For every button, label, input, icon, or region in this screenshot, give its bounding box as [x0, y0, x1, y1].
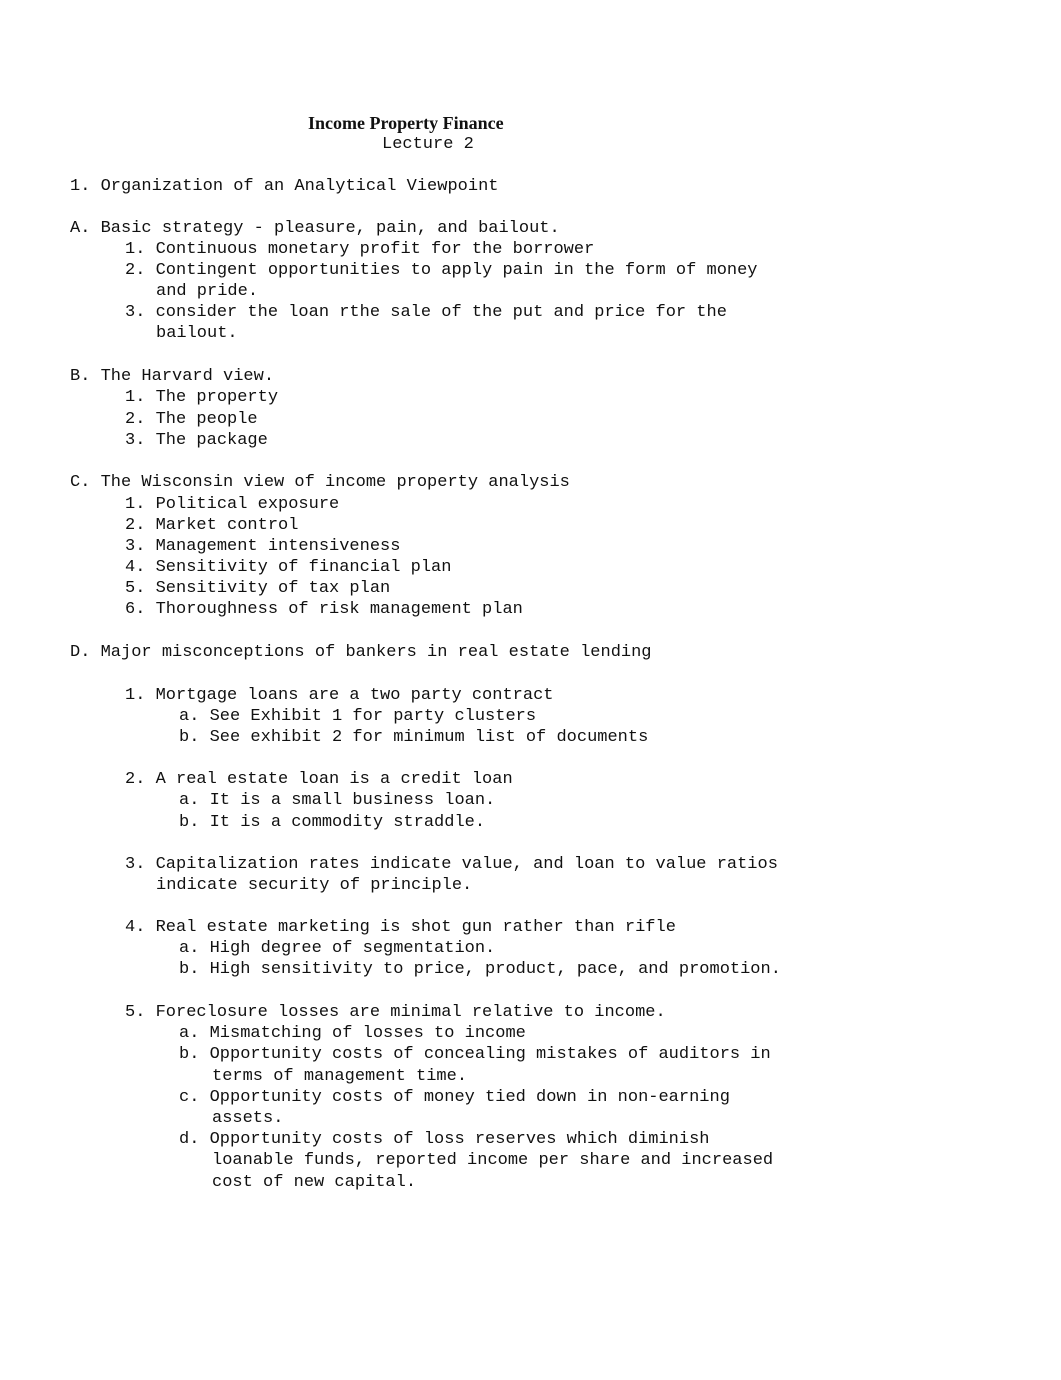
list-item: 4. Real estate marketing is shot gun rather than rifle — [125, 918, 676, 937]
list-item-continuation: indicate security of principle. — [156, 876, 473, 895]
list-item: 4. Sensitivity of financial plan — [125, 558, 452, 577]
sub-list-item: d. Opportunity costs of loss reserves which diminish — [179, 1130, 710, 1149]
list-item: 5. Sensitivity of tax plan — [125, 579, 391, 598]
section-c-heading: C. The Wisconsin view of income property analysis — [70, 473, 570, 492]
list-item: 3. Management intensiveness — [125, 537, 401, 556]
sub-list-item: a. See Exhibit 1 for party clusters — [179, 707, 537, 726]
sub-list-item: b. Opportunity costs of concealing mistakes of auditors in — [179, 1045, 771, 1064]
list-item: 2. Market control — [125, 516, 299, 535]
list-item: 3. Capitalization rates indicate value, and loan to value ratios — [125, 855, 778, 874]
sub-list-item: a. Mismatching of losses to income — [179, 1024, 526, 1043]
section-b-heading: B. The Harvard view. — [70, 367, 275, 386]
document-title: Income Property Finance — [308, 113, 504, 133]
list-item-continuation: bailout. — [156, 324, 238, 343]
sub-list-item-continuation: assets. — [212, 1109, 284, 1128]
sub-list-item-continuation: terms of management time. — [212, 1067, 468, 1086]
list-item: 1. Political exposure — [125, 495, 340, 514]
section-d-heading: D. Major misconceptions of bankers in real estate lending — [70, 643, 652, 662]
list-item-continuation: and pride. — [156, 282, 259, 301]
document-subtitle: Lecture 2 — [382, 135, 474, 154]
list-item: 1. Mortgage loans are a two party contract — [125, 686, 554, 705]
sub-list-item: a. It is a small business loan. — [179, 791, 496, 810]
sub-list-item: b. See exhibit 2 for minimum list of documents — [179, 728, 649, 747]
list-item: 1. The property — [125, 388, 279, 407]
sub-list-item-continuation: cost of new capital. — [212, 1173, 417, 1192]
list-item: 2. A real estate loan is a credit loan — [125, 770, 513, 789]
sub-list-item: b. It is a commodity straddle. — [179, 813, 486, 832]
list-item: 5. Foreclosure losses are minimal relative to income. — [125, 1003, 666, 1022]
list-item: 1. Continuous monetary profit for the borrower — [125, 240, 595, 259]
list-item: 2. Contingent opportunities to apply pain in the form of money — [125, 261, 758, 280]
sub-list-item-continuation: loanable funds, reported income per share and increased — [212, 1151, 774, 1170]
list-item: 3. The package — [125, 431, 268, 450]
sub-list-item: b. High sensitivity to price, product, pace, and promotion. — [179, 960, 781, 979]
list-item: 2. The people — [125, 410, 258, 429]
list-item: 3. consider the loan rthe sale of the put and price for the — [125, 303, 727, 322]
sub-list-item: a. High degree of segmentation. — [179, 939, 496, 958]
section-a-heading: A. Basic strategy - pleasure, pain, and bailout. — [70, 219, 560, 238]
list-item: 6. Thoroughness of risk management plan — [125, 600, 523, 619]
section-1-heading: 1. Organization of an Analytical Viewpoint — [70, 177, 499, 196]
sub-list-item: c. Opportunity costs of money tied down in non-earning — [179, 1088, 730, 1107]
